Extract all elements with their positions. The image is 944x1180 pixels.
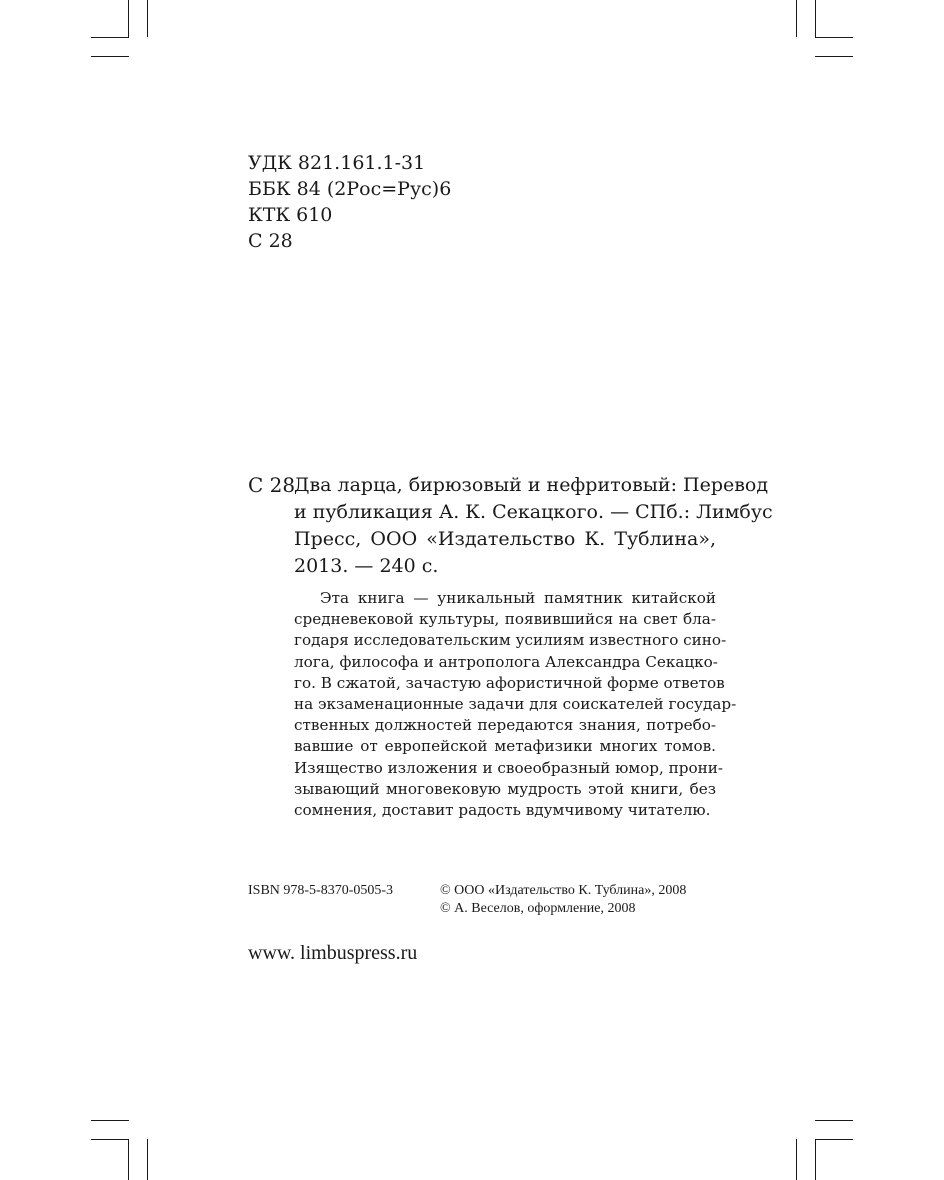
publisher-website: www. limbuspress.ru — [248, 942, 418, 964]
crop-mark-bottom-right-vertical-inner — [796, 1139, 797, 1180]
abstract-line: Изящество изложения и своеобразный юмор, прони- — [294, 758, 724, 777]
abstract-line: Эта книга — уникальный памятник китайской — [320, 589, 716, 607]
bibliographic-description — [294, 472, 773, 580]
entry-author-code: С 28 — [248, 473, 296, 497]
abstract-line: вавшие от европейской метафизики многих томов. — [294, 737, 716, 756]
crop-mark-bottom-right-horizontal-upper — [815, 1120, 853, 1121]
crop-mark-top-left-horizontal-upper — [91, 37, 129, 38]
copyright-publisher: © ООО «Издательство К. Тублина», 2008 — [440, 883, 687, 898]
bibliography-line: 2013. — 240 с. — [294, 555, 439, 577]
classification-block — [248, 150, 451, 254]
abstract-line: лога, философа и антрополога Александра Секацко- — [294, 652, 718, 671]
crop-mark-bottom-right-vertical-outer — [815, 1139, 816, 1180]
copyright-design: © А. Веселов, оформление, 2008 — [440, 901, 636, 916]
crop-mark-bottom-right-horizontal-lower — [815, 1139, 853, 1140]
udk-code: УДК 821.161.1-31 — [248, 152, 426, 174]
crop-mark-bottom-left-vertical-outer — [128, 1139, 129, 1180]
bibliography-line: Два ларца, бирюзовый и нефритовый: Перевод — [294, 474, 769, 496]
abstract-line: на экзаменационные задачи для соискателей государ- — [294, 695, 737, 714]
author-code: С 28 — [248, 230, 293, 252]
crop-mark-top-right-vertical-inner — [796, 0, 797, 37]
abstract-line: го. В сжатой, зачастую афористичной форме ответов — [294, 673, 725, 692]
crop-mark-bottom-left-horizontal-lower — [91, 1139, 129, 1140]
isbn-number: ISBN 978-5-8370-0505-3 — [248, 883, 394, 898]
crop-mark-bottom-left-horizontal-upper — [91, 1120, 129, 1121]
crop-mark-bottom-left-vertical-inner — [147, 1139, 148, 1180]
crop-mark-top-left-horizontal-lower — [91, 56, 129, 57]
abstract-line: ственных должностей передаются знания, потребо- — [294, 716, 716, 735]
crop-mark-top-left-vertical-outer — [128, 0, 129, 37]
crop-mark-top-left-vertical-inner — [147, 0, 148, 37]
abstract-line: зывающий многовековую мудрость этой книги, без — [294, 779, 716, 798]
bbk-code: ББК 84 (2Рос=Рус)6 — [248, 178, 452, 200]
abstract-line: сомнения, доставит радость вдумчивому читателю. — [294, 801, 711, 820]
crop-mark-top-right-horizontal-upper — [815, 37, 853, 38]
abstract-line: годаря исследовательским усилиям известного сино- — [294, 631, 727, 650]
crop-mark-top-right-vertical-outer — [815, 0, 816, 37]
bibliography-line: и публикация А. К. Секацкого. — СПб.: Лимбус — [294, 501, 773, 523]
abstract-line: средневековой культуры, появившийся на свет бла- — [294, 610, 716, 629]
ktk-code: КТК 610 — [248, 204, 333, 226]
abstract-paragraph — [294, 588, 737, 821]
crop-mark-top-right-horizontal-lower — [815, 56, 853, 57]
copyright-notices — [440, 882, 686, 918]
bibliography-line: Пресс, ООО «Издательство К. Тублина», — [294, 528, 716, 550]
